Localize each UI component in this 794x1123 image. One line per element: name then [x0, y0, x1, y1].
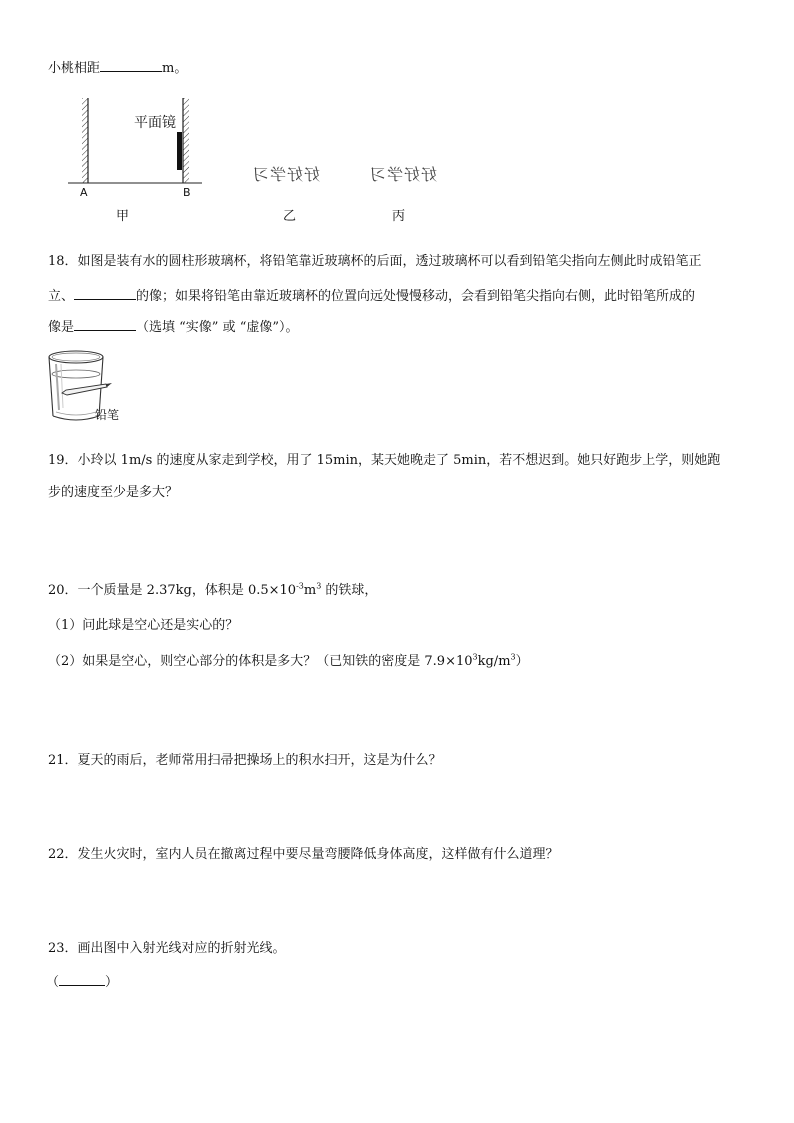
q20-sub2-part-b: kg/m [477, 654, 511, 669]
q18-line2-before: 立、 [48, 289, 75, 304]
q20-sub1: （1）问此球是空心还是实心的？ [48, 618, 239, 633]
mirror-label: 平面镜 [134, 115, 176, 131]
q20-sub2 [48, 654, 529, 670]
plane-mirror [177, 132, 182, 170]
q20-stem-part-b: m [303, 583, 317, 598]
q20-stem-exponent-1: -3 [296, 581, 304, 591]
q19-line1: 19．小玲以 1m/s 的速度从家走到学校，用了 15min，某天她晚走了 5min，若不想迟到。她只好跑步上学，则她跑 [48, 453, 721, 468]
q18-line3-after: （选填 “实像” 或 “虚像”）。 [136, 320, 299, 335]
mirror-text-bing: 好好学习 [368, 165, 437, 184]
q20-sub2-exponent-1: 3 [472, 652, 478, 662]
caption-bing: 丙 [392, 209, 406, 224]
q17-text-after: m。 [162, 61, 188, 76]
q17-answer-line [48, 58, 187, 77]
point-a-label: A [80, 186, 88, 199]
q18-line2-after: 的像；如果将铅笔由靠近玻璃杯的位置向远处慢慢移动，会看到铅笔尖指向右侧，此时铅笔所成的 [136, 289, 696, 304]
q23-paren-open: （ [46, 975, 60, 990]
q20-stem [48, 583, 377, 599]
q20-sub2-part-c: ） [515, 654, 529, 669]
q20-stem-part-c: 的铁球， [321, 583, 378, 598]
q22-text: 22．发生火灾时，室内人员在撤离过程中要尽量弯腰降低身体高度，这样做有什么道理？ [48, 847, 559, 862]
point-b-label: B [183, 186, 191, 199]
q18-blank-1[interactable] [74, 286, 136, 300]
glass-left-side [49, 357, 53, 416]
pencil-icon [62, 383, 112, 395]
q21-text: 21．夏天的雨后，老师常用扫帚把操场上的积水扫开，这是为什么？ [48, 753, 442, 768]
wall-a-hatch [82, 98, 88, 183]
glass-bottom [53, 416, 99, 420]
pencil-label: 铅笔 [95, 408, 120, 422]
q20-sub2-exponent-2: 3 [510, 652, 516, 662]
q18-blank-2[interactable] [74, 317, 136, 331]
q18-line1: 18．如图是装有水的圆柱形玻璃杯，将铅笔靠近玻璃杯的后面，透过玻璃杯可以看到铅笔尖指向左侧此时成铅笔正 [48, 254, 702, 269]
q17-figure [60, 92, 460, 222]
q20-sub2-part-a: （2）如果是空心，则空心部分的体积是多大？（已知铁的密度是 7.9×10 [48, 654, 473, 669]
q23-answer-blank[interactable] [59, 972, 105, 986]
q17-answer-blank[interactable] [100, 58, 162, 72]
q18-line3 [48, 317, 299, 336]
q17-text-before: 小桃相距 [48, 61, 101, 76]
q23-text: 23．画出图中入射光线对应的折射光线。 [48, 941, 286, 956]
q18-line3-before: 像是 [48, 320, 75, 335]
caption-yi: 乙 [283, 209, 297, 224]
q18-line2 [48, 286, 695, 305]
mirror-text-yi: 好好学习 [251, 165, 320, 184]
q20-stem-exponent-2: 3 [316, 581, 322, 591]
q23-answer-area [46, 972, 118, 991]
q19-line2: 步的速度至少是多大？ [48, 485, 179, 500]
wall-b-hatch [183, 98, 189, 183]
water-surface [52, 370, 100, 378]
caption-jia: 甲 [116, 209, 130, 224]
glass-rim-inner [52, 353, 100, 361]
glass-bottom-inner [56, 412, 96, 415]
q23-paren-close: ） [105, 975, 119, 990]
q20-stem-part-a: 20．一个质量是 2.37kg，体积是 0.5×10 [48, 583, 297, 598]
